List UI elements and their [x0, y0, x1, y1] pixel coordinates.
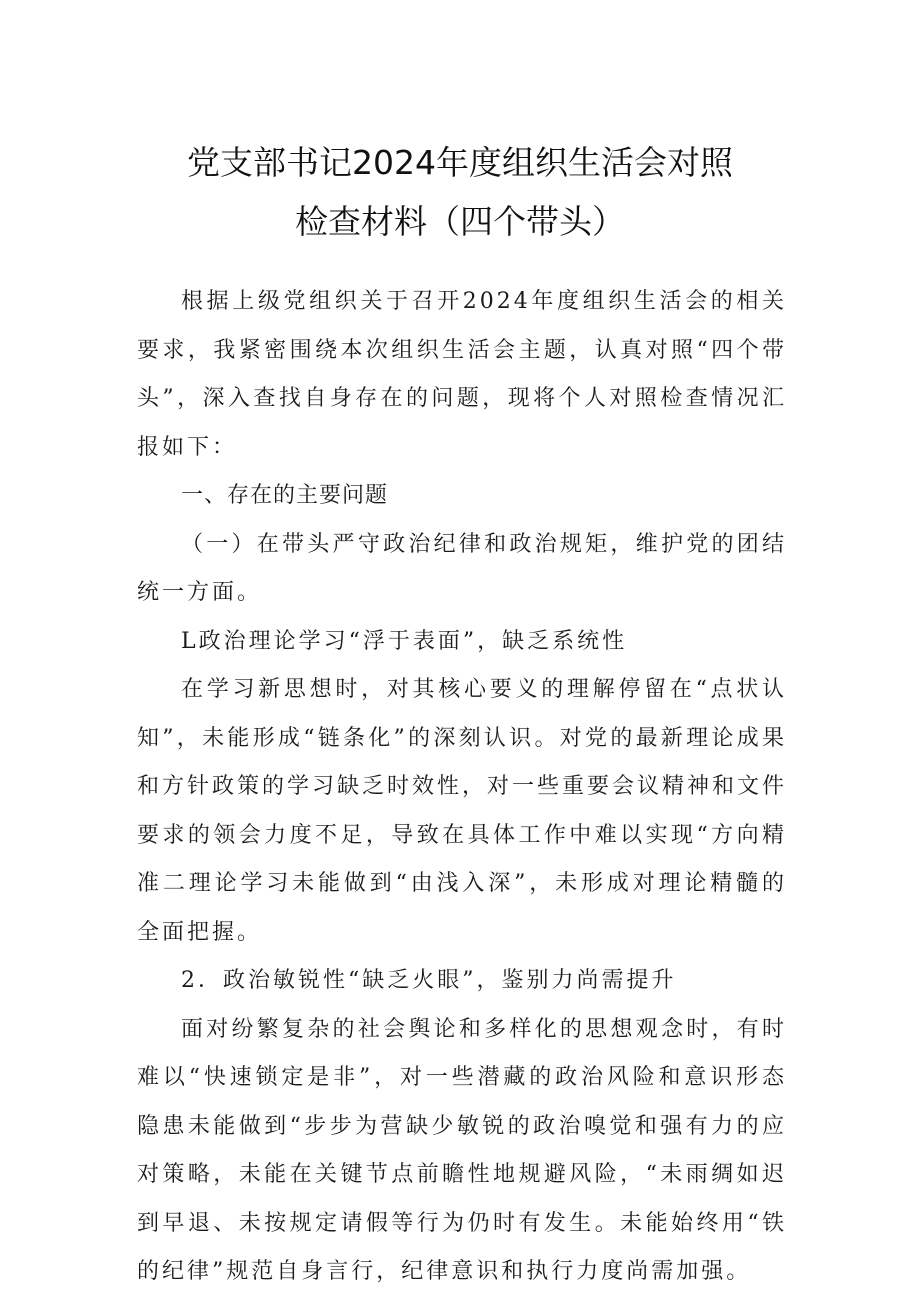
- subsection-heading: （一）在带头严守政治纪律和政治规矩，维护党的团结统一方面。: [137, 531, 787, 605]
- point-body-1: 在学习新思想时，对其核心要义的理解停留在“点状认知”，未能形成“链条化”的深刻认识。对党的最新理论成果和方针政策的学习缺乏时效性，对一些重要会议精神和文件要求的领会力度不足，导致在具体工作中难以实现“方向精准二理论学习未能做到“由浅入深”，未形成对理论精髓的全面把握。: [137, 677, 788, 945]
- point-heading-2: 2．政治敏锐性“缺乏火眼”，鉴别力尚需提升: [181, 968, 677, 993]
- section-heading: 一、存在的主要问题: [181, 483, 389, 508]
- point-heading-1: L政治理论学习“浮于表面”，缺乏系统性: [181, 628, 628, 654]
- point-body-2: 面对纷繁复杂的社会舆论和多样化的思想观念时，有时难以“快速锁定是非”，对一些潜藏的政治风险和意识形态隐患未能做到“步步为营缺少敏锐的政治嗅觉和强有力的应对策略，未能在关键节点前瞻性地规避风险，“未雨绸如迟到早退、未按规定请假等行为仍时有发生。未能始终用“铁的纪律”规范自身言行，纪律意识和执行力度尚需加强。: [137, 1016, 787, 1284]
- document-body: [137, 278, 787, 1297]
- document-title-line2: 检查材料（四个带头）: [295, 202, 625, 241]
- intro-paragraph: 根据上级党组织关于召开2024年度组织生活会的相关要求，我紧密围绕本次组织生活会主题，认真对照“四个带头”，深入查找自身存在的问题，现将个人对照检查情况汇报如下：: [137, 289, 787, 460]
- document-title-line1: 党支部书记2024年度组织生活会对照: [187, 143, 733, 182]
